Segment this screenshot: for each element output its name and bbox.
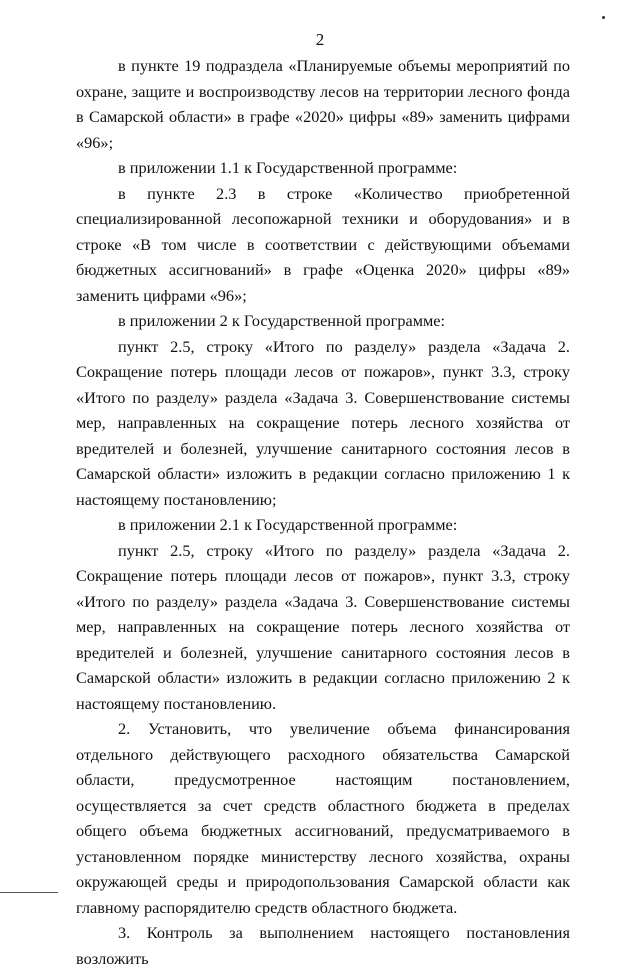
paragraph: в пункте 19 подраздела «Планируемые объемы мероприятий по охране, защите и воспроизводству лесов на территории лесного фонда в Самарской области» в графе «2020» цифры «89» заменить цифрами «96»; [76, 56, 570, 152]
paragraph: в приложении 2.1 к Государственной программе: [118, 515, 458, 534]
paragraph: в пункте 2.3 в строке «Количество приобретенной специализированной лесопожарной техники и оборудования» и в строке «В том числе в соответствии с действующими объемами бюджетных ассигнований» в графе «Оценка 2020» цифры «89» заменить цифрами «96»; [76, 183, 570, 305]
page-number: 2 [315, 30, 325, 49]
paragraph: пункт 2.5, строку «Итого по разделу» раздела «Задача 2. Сокращение потерь площади лесов от пожаров», пункт 3.3, строку «Итого по разделу» раздела «Задача 3. Совершенствование системы мер, направленных на сокращение потерь лесного хозяйства от вредителей и болезней, улучшение санитарного состояния лесов в Самарской области» изложить в редакции согласно приложению 1 к настоящему постановлению; [76, 336, 570, 509]
paragraph: пункт 2.5, строку «Итого по разделу» раздела «Задача 2. Сокращение потерь площади лесов от пожаров», пункт 3.3, строку «Итого по разделу» раздела «Задача 3. Совершенствование системы мер, направленных на сокращение потерь лесного хозяйства от вредителей и болезней, улучшение санитарного состояния лесов в Самарской области» изложить в редакции согласно приложению 2 к настоящему постановлению. [76, 540, 570, 713]
document-body [76, 53, 570, 971]
paragraph: в приложении 1.1 к Государственной программе: [118, 158, 458, 177]
scan-dot [602, 16, 605, 19]
paragraph: в приложении 2 к Государственной программе: [118, 311, 446, 330]
paragraph: 3. Контроль за выполнением настоящего постановления возложить [76, 923, 570, 968]
footer-rule [0, 892, 58, 893]
paragraph: 2. Установить, что увеличение объема финансирования отдельного действующего расходного обязательства Самарской области, предусмотренное настоящим постановлением, осуществляется за счет средств областного бюджета в пределах общего объема бюджетных ассигнований, предусматриваемого в установленном порядке министерству лесного хозяйства, охраны окружающей среды и природопользования Самарской области как главному распорядителю средств областного бюджета. [76, 719, 570, 917]
